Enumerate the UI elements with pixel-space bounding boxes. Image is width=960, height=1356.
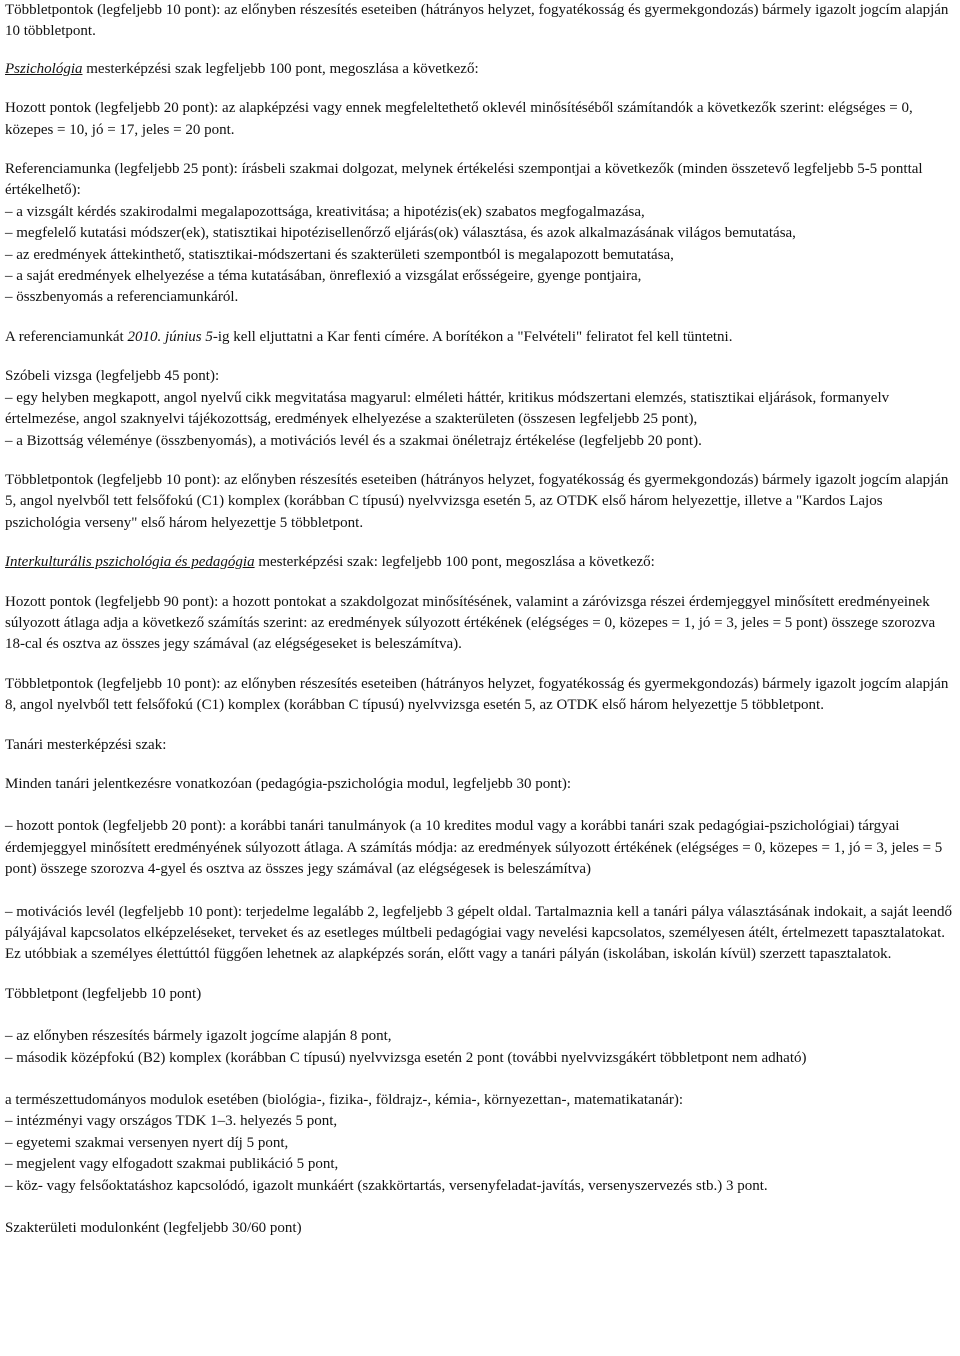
- list-item: – egy helyben megkapott, angol nyelvű cikk megvitatása magyarul: elméleti háttér, kritikus módszertani elemzés, statisztikai eljárások, formanyelv értelmezése, angol szaknyelvi tájékozottság, eredmények elhelyezése a szakterületen (összesen legfeljebb 25 pont),: [5, 389, 890, 428]
- spacer: [5, 656, 956, 674]
- paragraph-reference-work: Referenciamunka (legfeljebb 25 pont): írásbeli szakmai dolgozat, melynek értékelési szempontjai a következők (minden összetevő legfeljebb 5-5 ponttal értékelhető):: [5, 161, 923, 199]
- list-item: – köz- vagy felsőoktatáshoz kapcsolódó, igazolt munkáért (szakkörtartás, versenyfeladat-javítás, versenyszervezés stb.) 3 pont.: [5, 1177, 768, 1194]
- spacer: [5, 141, 956, 159]
- paragraph-science-modules: a természettudományos modulok esetében (biológia-, fizika-, földrajz-, kémia-, környezettan-, matematikatanár):: [5, 1092, 684, 1109]
- paragraph-inherited-points-intercultural: Hozott pontok (legfeljebb 90 pont): a hozott pontokat a szakdolgozat minősítésének, valamint a záróvizsga részei érdemjeggyel minősített eredményeinek súlyozott átlaga adja a következő számítás szerint: az eredmények súlyozott értékének (elégséges = 0, közepes = 1, jó = 3, jeles = 5 pont) összege szorozva 18-cal és osztva az összes jegy számával (az elégségeseket is beleszámítva).: [5, 593, 936, 653]
- spacer: [5, 348, 956, 366]
- spacer: [5, 1005, 956, 1026]
- spacer: [5, 534, 956, 552]
- list-item: – egyetemi szakmai versenyen nyert díj 5 pont,: [5, 1134, 289, 1151]
- list-item: – második középfokú (B2) komplex (korábban C típusú) nyelvvizsga esetén 2 pont (további nyelvvizsgákért többletpont nem adható): [5, 1049, 807, 1066]
- list-item: – összbenyomás a referenciamunkáról.: [5, 289, 239, 306]
- list-item: – a vizsgált kérdés szakirodalmi megalapozottsága, kreativitása; a hipotézis(ek) szabatos megfogalmazása,: [5, 203, 645, 220]
- list-item: – az előnyben részesítés bármely igazolt jogcíme alapján 8 pont,: [5, 1028, 392, 1045]
- paragraph-subject-modules: Szakterületi modulonként (legfeljebb 30/60 pont): [5, 1220, 302, 1237]
- spacer: [5, 452, 956, 470]
- section-title-intercultural-msc: Interkulturális pszichológia és pedagógia mesterképzési szak: legfeljebb 100 pont, megoszlása a következő:: [5, 554, 655, 571]
- list-item: – a Bizottság véleménye (összbenyomás), a motivációs levél és a szakmai önéletrajz értékelése (legfeljebb 20 pont).: [5, 432, 702, 449]
- list-item: – megfelelő kutatási módszer(ek), statisztikai hipotézisellenőrző eljárás(ok) választása, és azok alkalmazásának világos bemutatása,: [5, 225, 796, 242]
- list-item: – az eredmények áttekinthető, statisztikai-módszertani és szakterületi szempontból is megalapozott bemutatása,: [5, 246, 674, 263]
- paragraph-inherited-points: Hozott pontok (legfeljebb 20 pont): az alapképzési vagy ennek megfeleltethető oklevél minősítéséből számítandók a következők szerint: elégséges = 0, közepes = 10, jó = 17, jeles = 20 pont.: [5, 100, 913, 138]
- spacer: [5, 43, 956, 59]
- spacer: [5, 717, 956, 735]
- paragraph-teacher-applications: Minden tanári jelentkezésre vonatkozóan (pedagógia-pszichológia modul, legfeljebb 30 pont):: [5, 775, 572, 792]
- paragraph-motivation-letter: – motivációs levél (legfeljebb 10 pont): terjedelme legalább 2, legfeljebb 3 gépelt oldal. Tartalmaznia kell a tanári pálya választásának indokait, a saját leendő pályájával kapcsolatos elképzeléseket, terveket és az esetleges múltbeli pedagógiai vagy nevelési kapcsolatos, személyesen átélt, értelmezett tapasztalatokat. Ez utóbbiak a személyes élettúttól függően lehetnek az alapképzés során, előtt vagy a tanári pályán (iskolában, iskolán kívül) szerzett tapasztalatok.: [5, 903, 953, 963]
- list-item: – a saját eredmények elhelyezése a téma kutatásában, önreflexió a vizsgálat erősségeire, gyenge pontjaira,: [5, 268, 642, 285]
- paragraph-extra-points-psychology: Többletpontok (legfeljebb 10 pont): az előnyben részesítés eseteiben (hátrányos helyzet, fogyatékosság és gyermekgondozás) bármely igazolt jogcím alapján 5, angol nyelvből tett felsőfokú (C1) komplex (korábban C típusú) nyelvvizsga esetén 5, az OTDK első három helyezettje, illetve a "Kardos Lajos pszichológia verseny" első három helyezettje 5 többletpont.: [5, 471, 949, 531]
- section-title-psychology-msc: Pszichológia mesterképzési szak legfeljebb 100 pont, megoszlása a következő:: [5, 60, 479, 77]
- spacer: [5, 795, 956, 816]
- spacer: [5, 1069, 956, 1090]
- list-item: – intézményi vagy országos TDK 1–3. helyezés 5 pont,: [5, 1113, 338, 1130]
- spacer: [5, 1197, 956, 1218]
- paragraph-extra-points-intercultural: Többletpontok (legfeljebb 10 pont): az előnyben részesítés eseteiben (hátrányos helyzet, fogyatékosság és gyermekgondozás) bármely igazolt jogcím alapján 8, angol nyelvből tett felsőfokú (C1) komplex (korábban C típusú) nyelvvizsga esetén 5, az OTDK első három helyezettje 5 többletpont.: [5, 675, 949, 714]
- paragraph-teacher-extra-point-title: Többletpont (legfeljebb 10 pont): [5, 985, 202, 1002]
- list-item: – megjelent vagy elfogadott szakmai publikáció 5 pont,: [5, 1156, 339, 1173]
- spacer: [5, 756, 956, 774]
- spacer: [5, 574, 956, 592]
- spacer: [5, 966, 956, 984]
- paragraph-oral-exam: Szóbeli vizsga (legfeljebb 45 pont):: [5, 368, 220, 385]
- spacer: [5, 309, 956, 327]
- paragraph-teacher-inherited-points: – hozott pontok (legfeljebb 20 pont): a korábbi tanári tanulmányok (a 10 kredites modul vagy a korábbi tanári szak pedagógiai-pszichológiai) tárgyai érdemjeggyel minősített eredményének súlyozott átlaga. A számítás módja: az eredmények súlyozott értékének (elégséges = 0, közepes = 1, jó = 3, jeles = 5 pont) összege szorozva 4-gyel és osztva az összes jegy számával (az elégségesek is beleszámítva): [5, 818, 943, 878]
- spacer: [5, 80, 956, 98]
- spacer: [5, 881, 956, 902]
- paragraph-reference-deadline: A referenciamunkát 2010. június 5-ig kell eljuttatni a Kar fenti címére. A borítékon a "Felvételi" feliratot fel kell tüntetni.: [5, 328, 733, 345]
- paragraph-extra-points-intro: Többletpontok (legfeljebb 10 pont): az előnyben részesítés eseteiben (hátrányos helyzet, fogyatékosság és gyermekgondozás) bármely igazolt jogcím alapján 10 többletpont.: [5, 2, 949, 40]
- section-title-teacher-msc: Tanári mesterképzési szak:: [5, 736, 167, 753]
